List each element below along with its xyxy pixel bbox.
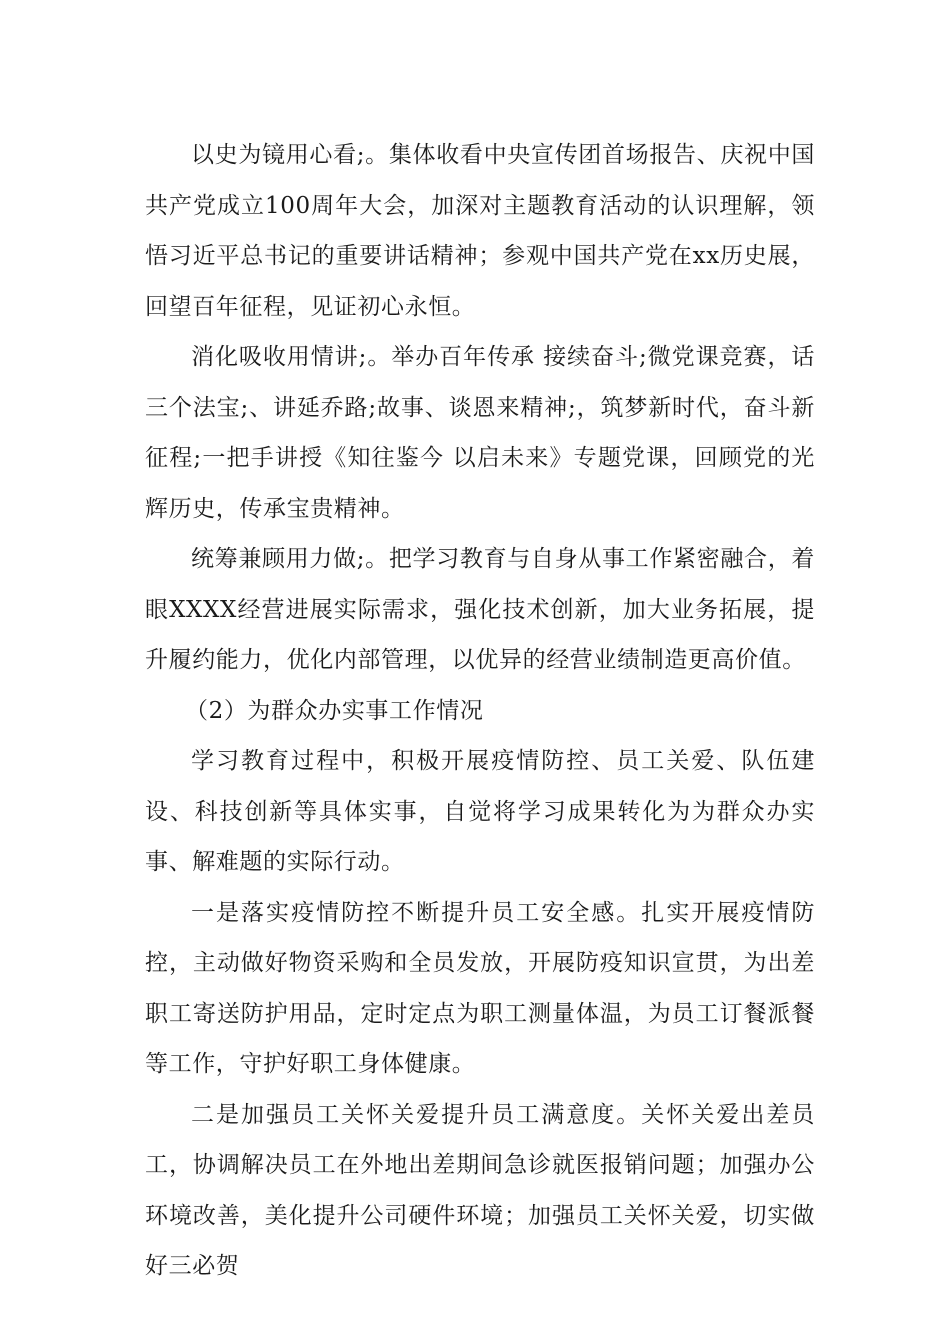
document-body [145,130,815,1292]
paragraph-coordinate-work: 统筹兼顾用力做;。把学习教育与自身从事工作紧密融合，着眼XXXX经营进展实际需求，强化技术创新，加大业务拓展，提升履约能力，优化内部管理，以优异的经营业绩制造更高价值。 [145,546,815,673]
paragraph-digest-lectures: 消化吸收用情讲;。举办百年传承 接续奋斗;微党课竞赛，话三个法宝;、讲延乔路;故事、谈恩来精神;，筑梦新时代，奋斗新征程;一把手讲授《知往鉴今 以启未来》专题党课，回顾党的光辉历史，传承宝贵精神。 [145,344,815,522]
section-heading: （2）为群众办实事工作情况 [185,697,484,724]
paragraph-employee-care: 二是加强员工关怀关爱提升员工满意度。关怀关爱出差员工，协调解决员工在外地出差期间急诊就医报销问题；加强办公环境改善，美化提升公司硬件环境；加强员工关怀关爱，切实做好三必贺 [145,1101,815,1279]
paragraph-section-intro: 学习教育过程中，积极开展疫情防控、员工关爱、队伍建设、科技创新等具体实事，自觉将学习成果转化为为群众办实事、解难题的实际行动。 [145,748,815,875]
paragraph-epidemic-control: 一是落实疫情防控不断提升员工安全感。扎实开展疫情防控，主动做好物资采购和全员发放，开展防疫知识宣贯，为出差职工寄送防护用品，定时定点为职工测量体温，为员工订餐派餐等工作，守护好职工身体健康。 [145,899,815,1077]
paragraph-history-review: 以史为镜用心看;。集体收看中央宣传团首场报告、庆祝中国共产党成立100周年大会，加深对主题教育活动的认识理解，领悟习近平总书记的重要讲话精神；参观中国共产党在xx历史展，回望百年征程，见证初心永恒。 [145,142,815,320]
